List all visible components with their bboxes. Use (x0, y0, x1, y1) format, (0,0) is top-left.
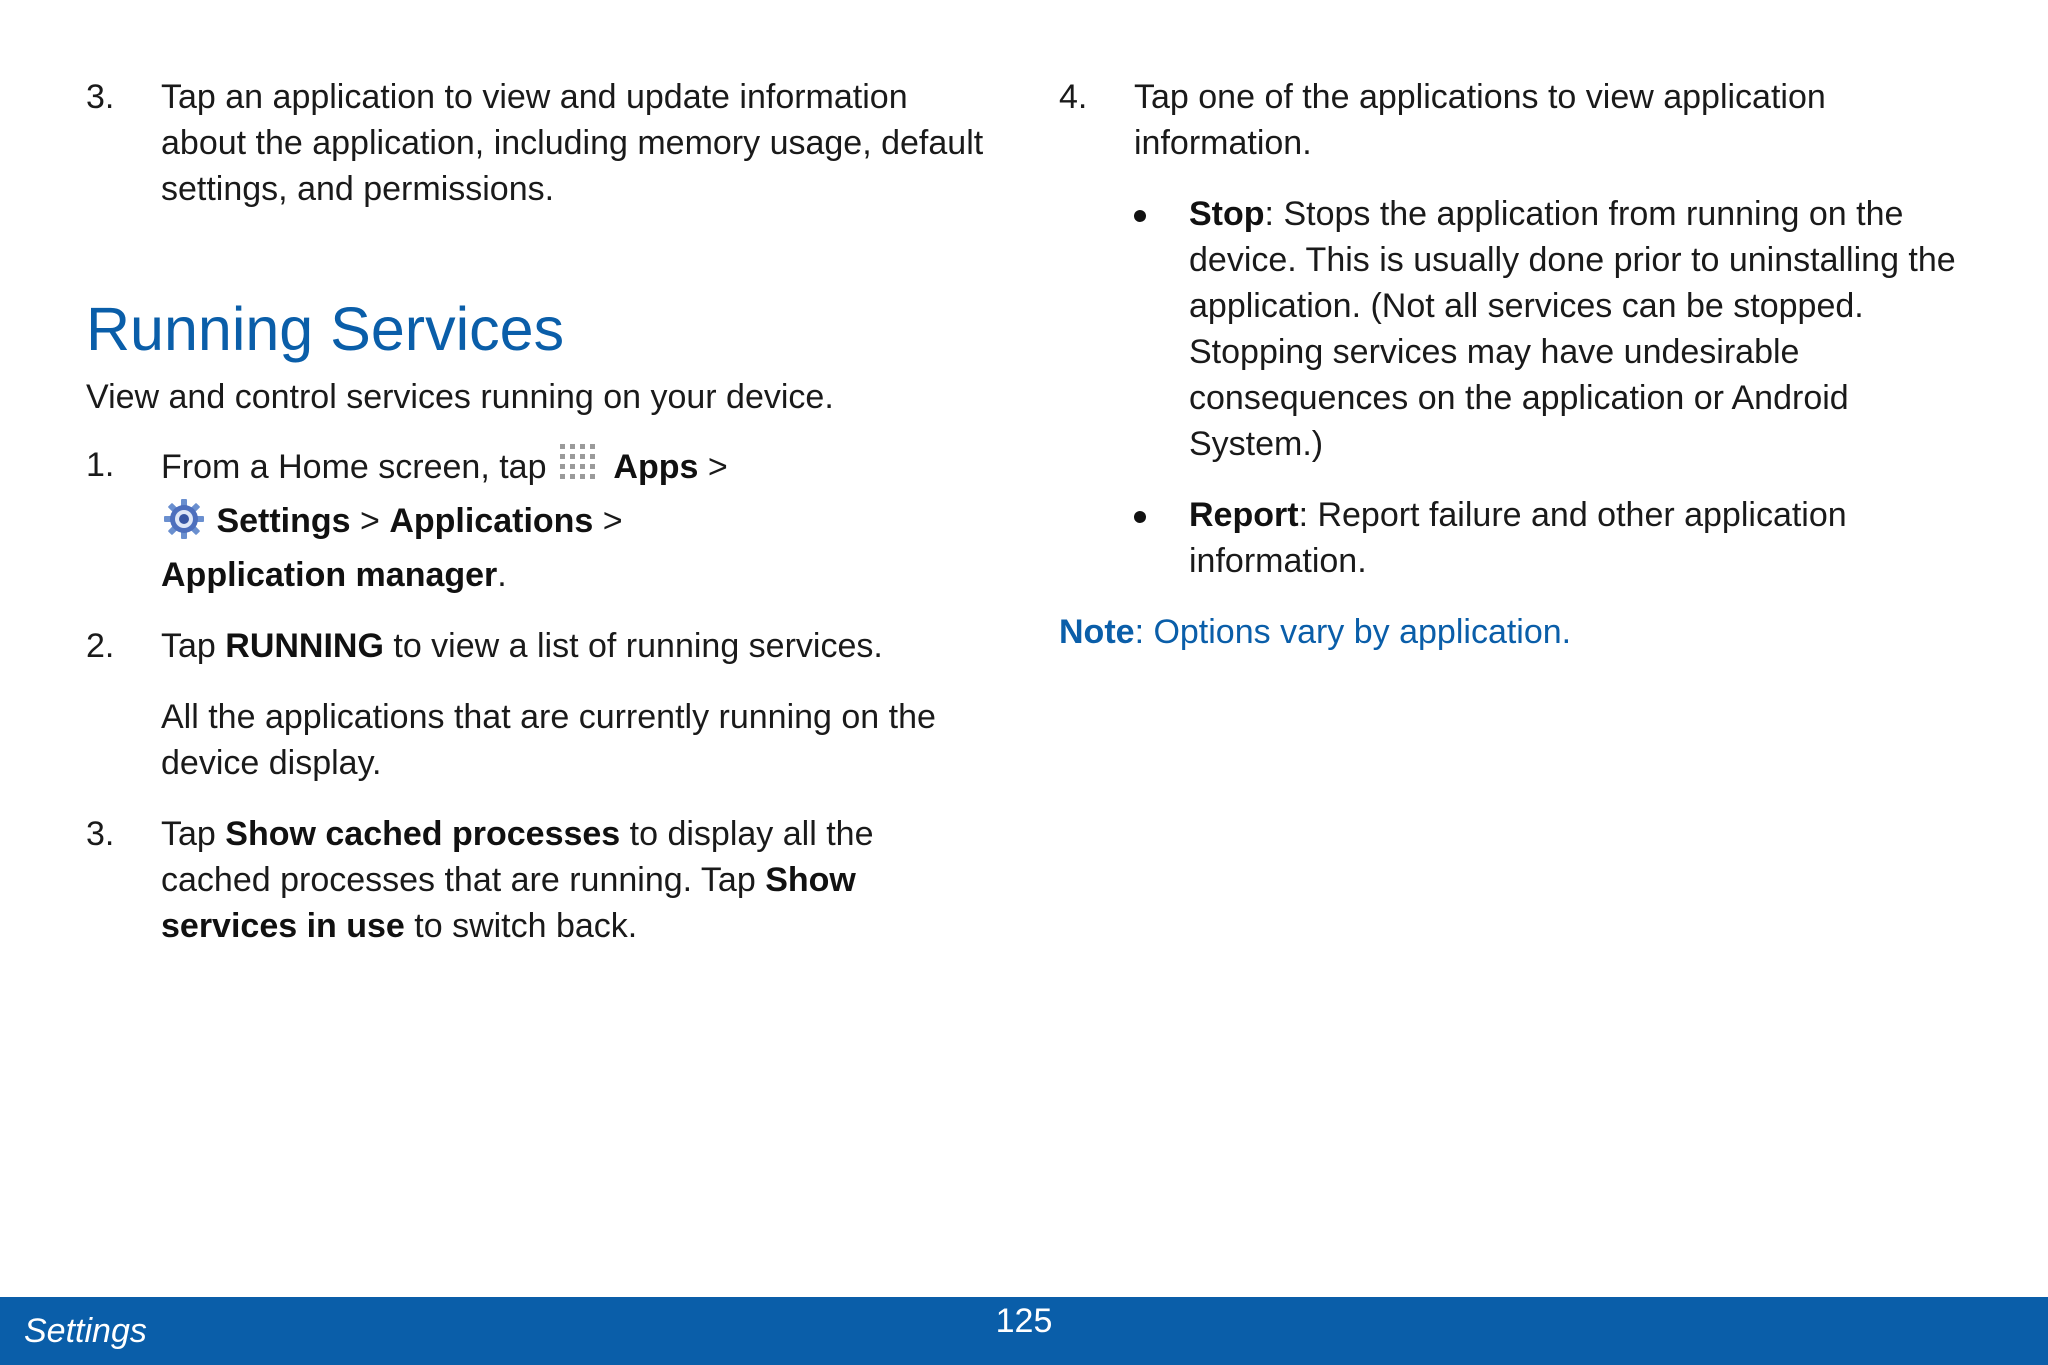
show-cached-processes-label: Show cached processes (225, 815, 621, 853)
section-intro: View and control services running on your device. (86, 378, 834, 416)
step-number: 3. (86, 78, 115, 116)
right-column (1059, 74, 1959, 655)
step-number: 3. (86, 815, 115, 853)
separator: > (698, 448, 728, 486)
step-text-pre: Tap (161, 627, 226, 665)
step-4-view-app-info (1059, 74, 1959, 166)
step-number: 2. (86, 627, 115, 665)
step-2-subtext: All the applications that are currently running on the device display. (161, 698, 936, 782)
settings-gear-icon (163, 498, 205, 552)
running-label: RUNNING (225, 627, 384, 665)
step-number: 4. (1059, 78, 1088, 116)
apps-grid-icon (558, 442, 602, 498)
step-text: Tap one of the applications to view application information. (1134, 78, 1826, 162)
note-label: Note (1059, 613, 1135, 651)
running-services-steps (86, 442, 986, 974)
option-label: Report (1189, 496, 1299, 534)
step-text-pre: Tap (161, 815, 226, 853)
applications-label: Applications (389, 502, 594, 540)
step-number: 1. (86, 446, 115, 484)
option-text: : Report failure and other application information. (1189, 496, 1847, 580)
page-number: 125 (995, 1302, 1053, 1340)
apps-label: Apps (613, 448, 699, 486)
bullet-dot (1134, 511, 1146, 523)
page-footer (0, 1297, 2048, 1365)
option-list (1134, 191, 1959, 584)
step-text-pre: From a Home screen, tap (161, 448, 547, 486)
option-text: : Stops the application from running on the device. This is usually done prior to uninstalling the application. (Not all services can be stopped. Stopping services may have undesirable consequences on the application or Android System.) (1189, 195, 1956, 463)
note-text: : Options vary by application. (1134, 613, 1572, 651)
step-text-post: to switch back. (404, 907, 638, 945)
step-text: Tap an application to view and update information about the application, including memory usage, default settings, and permissions. (161, 78, 984, 208)
section-title: Running Services (86, 295, 565, 363)
step-text-mid: to display all the cached processes that are running. Tap (161, 815, 874, 899)
show-services-in-use-label: Show services in use (161, 861, 856, 945)
step-1-open-app-manager (86, 442, 986, 598)
step-2-tap-running (86, 623, 986, 786)
separator: > (593, 502, 623, 540)
option-stop (1134, 191, 1959, 467)
period: . (497, 556, 507, 594)
chapter-name: Settings (24, 1312, 147, 1350)
step-3-view-app-info (86, 74, 986, 212)
separator: > (350, 502, 390, 540)
option-report (1134, 492, 1959, 584)
step-text-post: to view a list of running services. (383, 627, 883, 665)
left-column-top (86, 74, 986, 237)
option-label: Stop (1189, 195, 1265, 233)
note (1059, 609, 1959, 655)
application-manager-label: Application manager (161, 556, 498, 594)
bullet-dot (1134, 210, 1146, 222)
settings-label: Settings (216, 502, 351, 540)
step-3-show-cached (86, 811, 986, 949)
